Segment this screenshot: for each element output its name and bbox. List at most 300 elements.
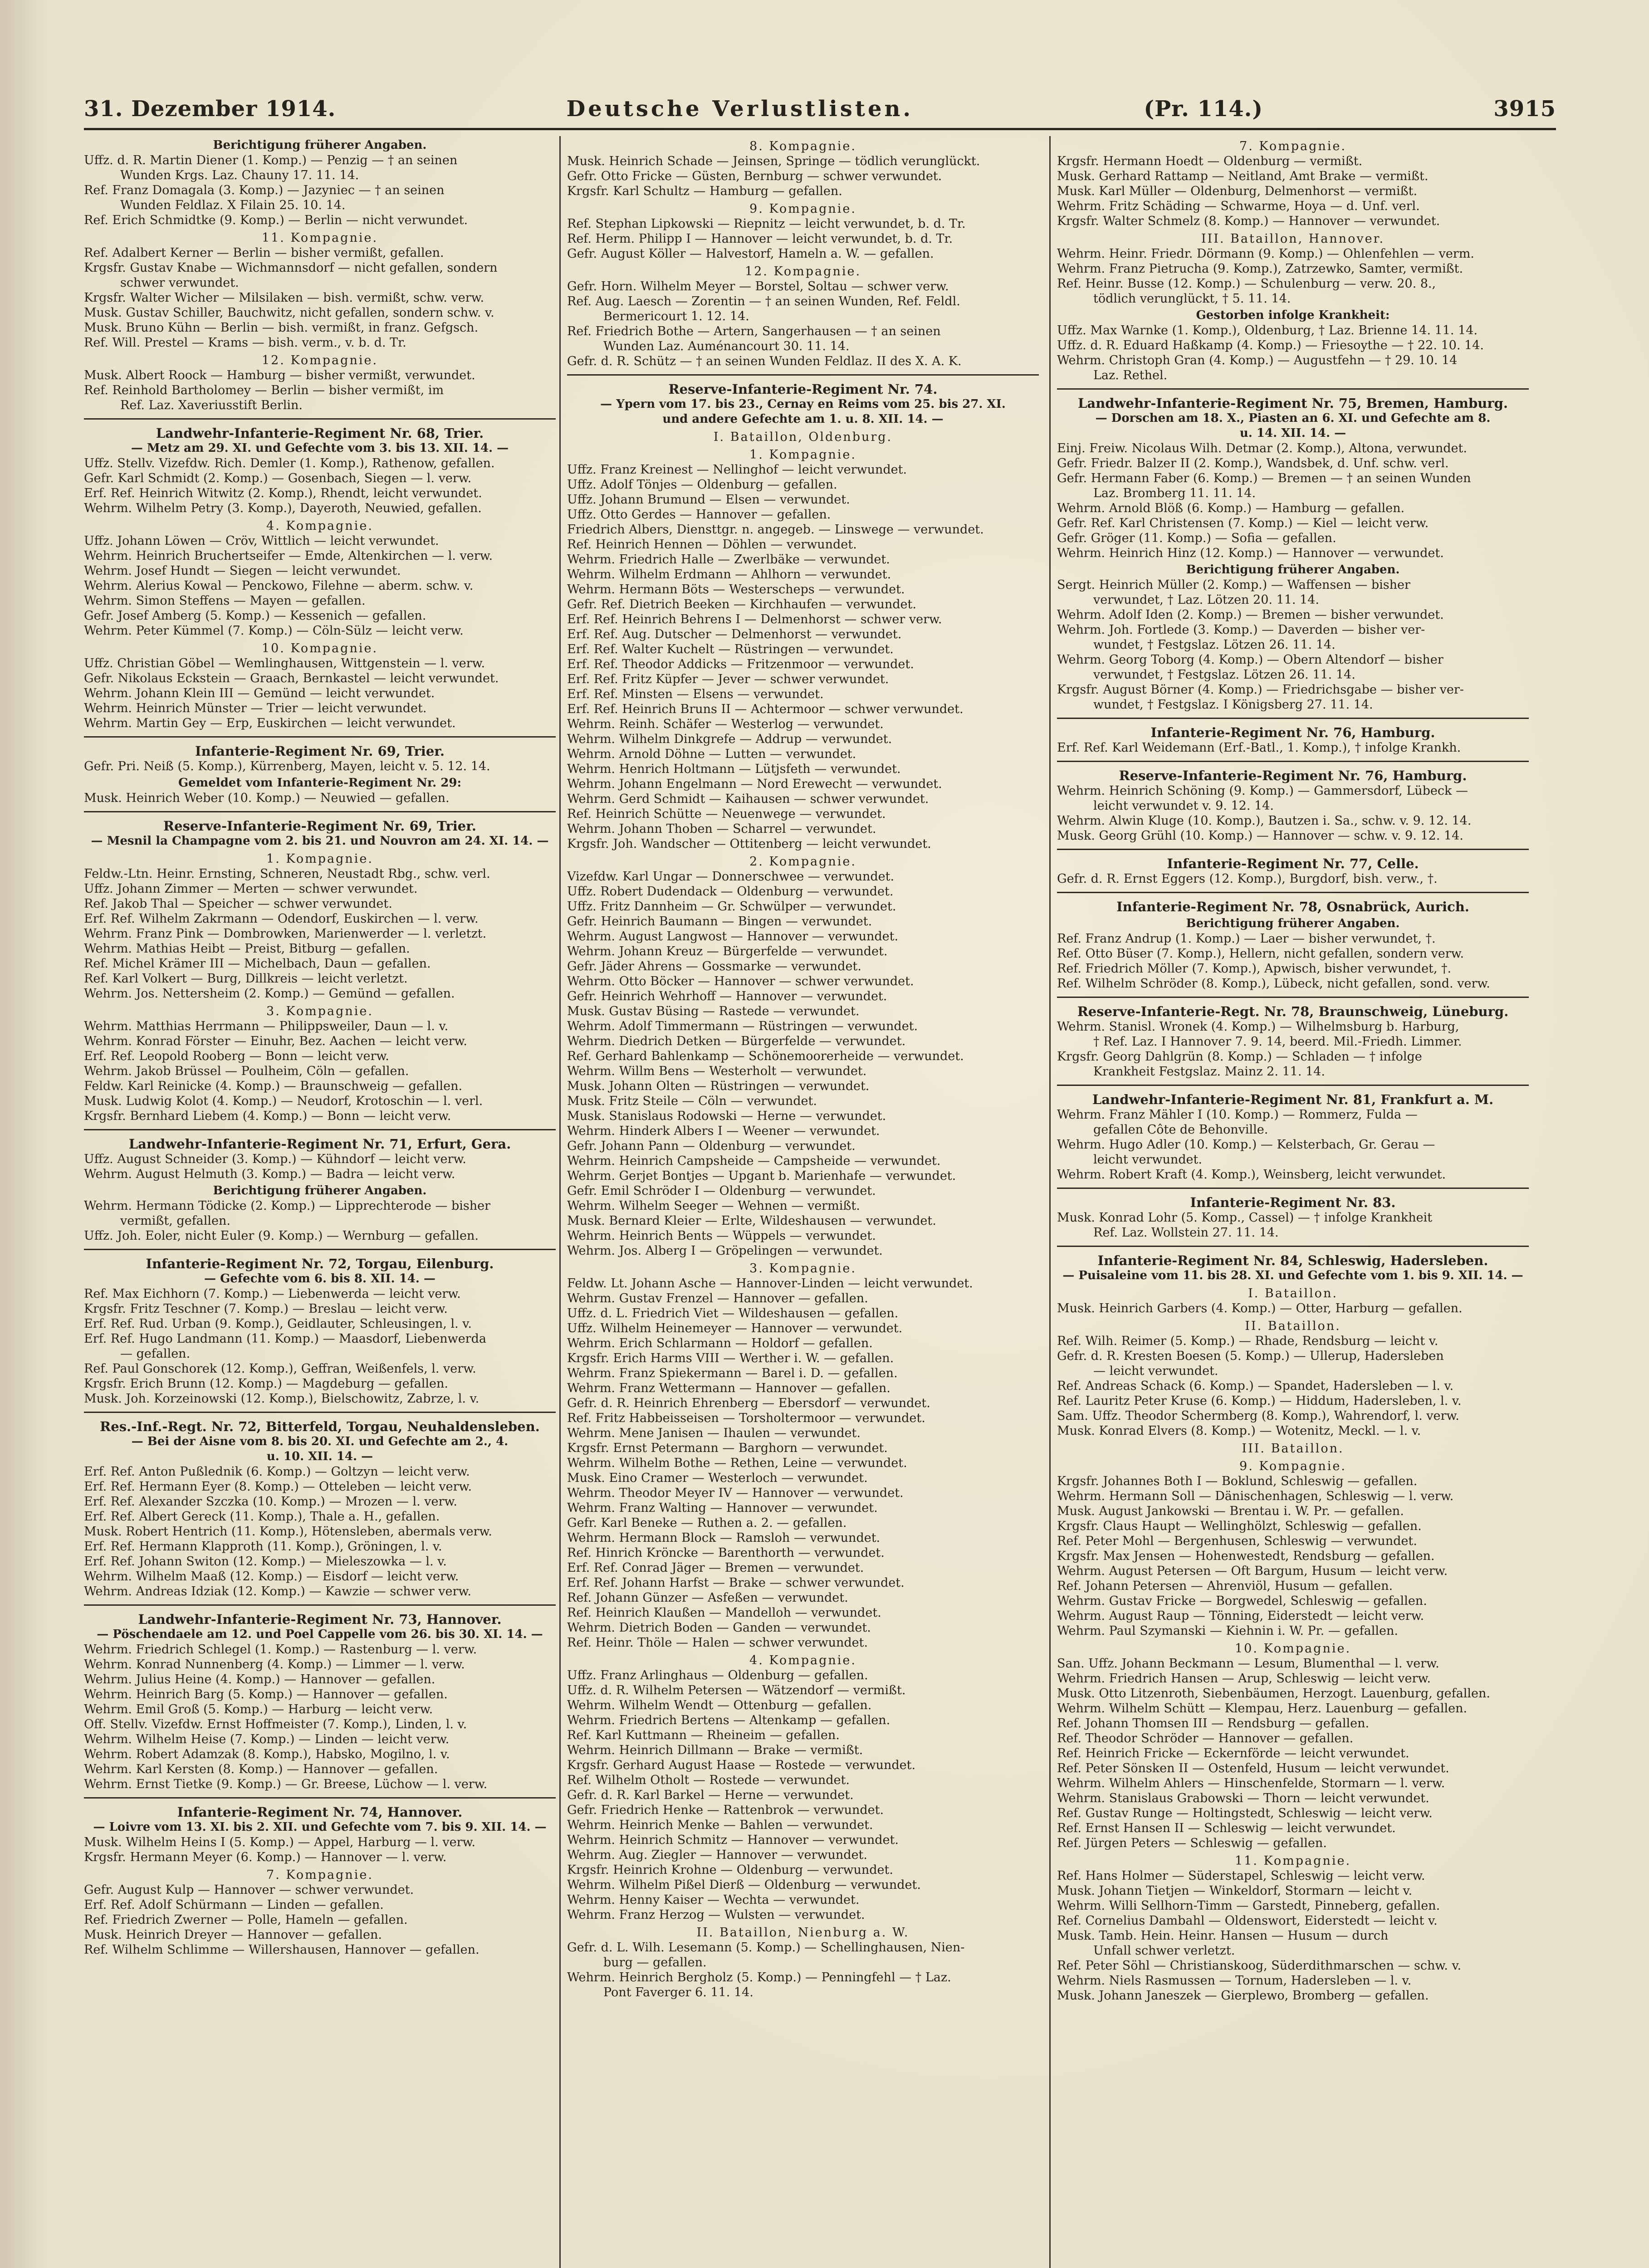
casualty-entry: Erf. Ref. Wilhelm Zakrmann — Odendorf, Euskirchen — l. verw. — [84, 912, 479, 926]
casualty-entry-continuation: wundet, † Festgslaz. Lötzen 26. 11. 14. — [1093, 638, 1336, 652]
header-number: (Pr. 114.) — [1144, 96, 1263, 122]
casualty-entry: Wehrm. Friedrich Hansen — Arup, Schleswig — leicht verw. — [1057, 1672, 1431, 1686]
casualty-entry: Krgsfr. Erich Harms VIII — Werther i. W. — gefallen. — [567, 1351, 894, 1365]
casualty-entry: Uffz. d. R. Wilhelm Petersen — Wätzendorf — vermißt. — [567, 1683, 906, 1697]
engagement-subheading: — Bei der Aisne vom 8. bis 20. XI. und Gefechte am 2., 4. — [131, 1435, 509, 1448]
casualty-entry: Wehrm. Heinrich Bergholz (5. Komp.) — Penningfehl — † Laz. — [567, 1970, 951, 1984]
casualty-entry: Wehrm. August Raup — Tönning, Eiderstedt — leicht verw. — [1057, 1609, 1424, 1623]
casualty-entry: Ref. Franz Andrup (1. Komp.) — Laer — bisher verwundet, †. — [1057, 932, 1436, 946]
casualty-entry: Krgsfr. Georg Dahlgrün (8. Komp.) — Schladen — † infolge — [1057, 1050, 1422, 1064]
casualty-entry: Musk. Johann Janeszek — Gierplewo, Bromberg — gefallen. — [1057, 1989, 1429, 2003]
casualty-entry: Erf. Ref. Hermann Klapproth (11. Komp.), Gröningen, l. v. — [84, 1540, 442, 1554]
page-header — [84, 93, 1556, 125]
casualty-entry: Wehrm. Wilhelm Wendt — Ottenburg — gefallen. — [567, 1698, 872, 1712]
casualty-entry: Erf. Ref. Adolf Schürmann — Linden — gefallen. — [84, 1898, 384, 1912]
casualty-entry: Ref. Wilhelm Otholt — Rostede — verwundet. — [567, 1773, 850, 1787]
casualty-entry: Ref. Hans Holmer — Süderstapel, Schleswig — leicht verw. — [1057, 1869, 1425, 1883]
casualty-entry: Krgsfr. August Börner (4. Komp.) — Friedrichsgabe — bisher ver- — [1057, 683, 1464, 697]
casualty-entry: Ref. Will. Prestel — Krams — bish. verm., v. b. d. Tr. — [84, 336, 406, 350]
engagement-subheading: — Puisaleine vom 11. bis 28. XI. und Gefechte vom 1. bis 9. XII. 14. — — [1062, 1269, 1523, 1282]
company-heading: 8. Kompagnie. — [749, 139, 856, 153]
casualty-entry: Musk. Ludwig Kolot (4. Komp.) — Neudorf, Krotoschin — l. verl. — [84, 1094, 483, 1108]
casualty-entry: Gefr. d. R. Heinrich Ehrenberg — Ebersdorf — verwundet. — [567, 1396, 930, 1410]
casualty-entry: Krgsfr. Ernst Petermann — Barghorn — verwundet. — [567, 1441, 888, 1455]
casualty-entry: Wehrm. Franz Pietrucha (9. Komp.), Zatrzewko, Samter, vermißt. — [1057, 262, 1463, 276]
company-heading: 12. Kompagnie. — [261, 353, 378, 367]
casualty-entry: Wehrm. Friedrich Schlegel (1. Komp.) — Rastenburg — l. verw. — [84, 1642, 477, 1657]
casualty-entry-continuation: Wunden Krgs. Laz. Chauny 17. 11. 14. — [120, 168, 359, 182]
casualty-entry: Ref. Stephan Lipkowski — Riepnitz — leicht verwundet, b. d. Tr. — [567, 217, 966, 231]
casualty-entry: Wehrm. Heinrich Dillmann — Brake — vermißt. — [567, 1743, 863, 1757]
casualty-entry: Musk. Stanislaus Rodowski — Herne — verwundet. — [567, 1109, 886, 1123]
casualty-entry: Ref. Karl Kuttmann — Rheineim — gefallen. — [567, 1728, 840, 1742]
casualty-entry: Uffz. Franz Arlinghaus — Oldenburg — gefallen. — [567, 1668, 868, 1682]
casualty-entry: Wehrm. Henrich Holtmann — Lütjsfeth — verwundet. — [567, 762, 901, 776]
casualty-entry-continuation: verwundet, † Laz. Lötzen 20. 11. 14. — [1093, 593, 1319, 607]
engagement-subheading: — Pöschendaele am 12. und Poel Cappelle vom 26. bis 30. XI. 14. — — [97, 1628, 543, 1641]
casualty-entry: Erf. Ref. Fritz Küpfer — Jever — schwer verwundet. — [567, 672, 889, 686]
casualty-entry: Gefr. d. R. Karl Barkel — Herne — verwundet. — [567, 1788, 854, 1802]
casualty-entry: Wehrm. Johann Klein III — Gemünd — leicht verwundet. — [84, 686, 435, 700]
company-heading: 3. Kompagnie. — [266, 1004, 373, 1018]
casualty-entry-continuation: Wunden Laz. Auménancourt 30. 11. 14. — [603, 339, 850, 353]
casualty-entry: Erf. Ref. Hermann Eyer (8. Komp.) — Otteleben — leicht verw. — [84, 1480, 472, 1494]
casualty-entry: Uffz. Johann Brumund — Elsen — verwundet. — [567, 493, 850, 507]
casualty-entry: Wehrm. Robert Kraft (4. Komp.), Weinsberg, leicht verwundet. — [1057, 1168, 1446, 1182]
casualty-entry: Gefr. Heinrich Wehrhoff — Hannover — verwundet. — [567, 989, 887, 1003]
casualty-entry: Erf. Ref. Walter Kuchelt — Rüstringen — verwundet. — [567, 642, 894, 656]
casualty-entry: Ref. Wilh. Reimer (5. Komp.) — Rhade, Rendsburg — leicht v. — [1057, 1334, 1439, 1348]
company-heading: II. Bataillon, Nienburg a. W. — [696, 1926, 910, 1940]
casualty-entry: Gefr. Gröger (11. Komp.) — Sofia — gefallen. — [1057, 531, 1336, 545]
casualty-entry: Uffz. d. R. Eduard Haßkamp (4. Komp.) — Friesoythe — † 22. 10. 14. — [1057, 338, 1484, 352]
casualty-entry: Erf. Ref. Johann Harfst — Brake — schwer verwundet. — [567, 1576, 905, 1590]
regiment-heading: Reserve-Infanterie-Regiment Nr. 76, Hamburg. — [1119, 768, 1467, 783]
casualty-entry: Musk. Wilhelm Heins I (5. Komp.) — Appel, Harburg — l. verw. — [84, 1835, 475, 1849]
engagement-subheading: u. 14. XII. 14. — — [1239, 426, 1346, 440]
casualty-entry-continuation: Laz. Bromberg 11. 11. 14. — [1093, 486, 1256, 500]
section-note: Berichtigung früherer Angaben. — [1186, 917, 1400, 930]
engagement-subheading: u. 10. XII. 14. — — [266, 1450, 373, 1463]
casualty-entry: Wehrm. August Helmuth (3. Komp.) — Badra — leicht verw. — [84, 1167, 455, 1181]
casualty-entry: Krgsfr. Hermann Hoedt — Oldenburg — vermißt. — [1057, 154, 1363, 168]
casualty-entry: Ref. Ernst Hansen II — Schleswig — leicht verwundet. — [1057, 1821, 1396, 1835]
casualty-entry: Wehrm. Julius Heine (4. Komp.) — Hannover — gefallen. — [84, 1672, 435, 1686]
company-heading: III. Bataillon, Hannover. — [1201, 232, 1385, 246]
casualty-entry: Erf. Ref. Heinrich Witwitz (2. Komp.), Rhendt, leicht verwundet. — [84, 486, 482, 500]
casualty-entry-continuation: vermißt, gefallen. — [120, 1214, 230, 1228]
engagement-subheading: — Gefechte vom 6. bis 8. XII. 14. — — [204, 1272, 435, 1286]
casualty-entry: Ref. Adalbert Kerner — Berlin — bisher vermißt, gefallen. — [84, 246, 444, 260]
casualty-entry: Gefr. Otto Fricke — Güsten, Bernburg — schwer verwundet. — [567, 169, 942, 183]
casualty-entry-continuation: gefallen Côte de Behonville. — [1093, 1123, 1268, 1137]
casualty-entry: Erf. Ref. Hugo Landmann (11. Komp.) — Maasdorf, Liebenwerda — [84, 1332, 486, 1346]
regiment-heading: Landwehr-Infanterie-Regiment Nr. 75, Bremen, Hamburg. — [1078, 396, 1508, 411]
casualty-entry: Ref. Max Eichhorn (7. Komp.) — Liebenwerda — leicht verw. — [84, 1287, 461, 1301]
casualty-entry: Gefr. Josef Amberg (5. Komp.) — Kessenich — gefallen. — [84, 609, 426, 623]
casualty-entry: Wehrm. Gustav Frenzel — Hannover — gefallen. — [567, 1291, 868, 1305]
casualty-entry-continuation: — gefallen. — [120, 1347, 191, 1361]
casualty-entry: Wehrm. Hermann Soll — Dänischenhagen, Schleswig — l. verw. — [1057, 1489, 1454, 1503]
casualty-entry: Gefr. Jäder Ahrens — Gossmarke — verwundet. — [567, 959, 861, 973]
company-heading: 1. Kompagnie. — [749, 448, 856, 462]
casualty-entry: Wehrm. Mene Janisen — Ihaulen — verwundet. — [567, 1426, 861, 1440]
casualty-entry: Wehrm. Franz Pink — Dombrowken, Marienwerder — l. verletzt. — [84, 927, 487, 941]
casualty-entry: Erf. Ref. Karl Weidemann (Erf.-Batl., 1. Komp.), † infolge Krankh. — [1057, 741, 1461, 755]
casualty-entry: Wehrm. Johann Thoben — Scharrel — verwundet. — [567, 822, 876, 836]
casualty-entry: Wehrm. Ernst Tietke (9. Komp.) — Gr. Breese, Lüchow — l. verw. — [84, 1777, 488, 1791]
section-note: Gemeldet vom Infanterie-Regiment Nr. 29: — [178, 776, 462, 790]
casualty-entry: Krgsfr. Claus Haupt — Wellinghölzt, Schleswig — gefallen. — [1057, 1519, 1422, 1533]
casualty-entry: Wehrm. Wilhelm Ahlers — Hinschenfelde, Stormarn — l. verw. — [1057, 1776, 1445, 1790]
casualty-entry: Wehrm. Wilhelm Dinkgrefe — Addrup — verwundet. — [567, 732, 892, 746]
casualty-entry: Sergt. Heinrich Müller (2. Komp.) — Waffensen — bisher — [1057, 578, 1410, 592]
casualty-entry: Wehrm. Matthias Herrmann — Philippsweiler, Daun — l. v. — [84, 1019, 449, 1033]
casualty-entry: Ref. Paul Gonschorek (12. Komp.), Geffran, Weißenfels, l. verw. — [84, 1362, 476, 1376]
casualty-entry: Gefr. Karl Beneke — Ruthen a. 2. — gefallen. — [567, 1516, 847, 1530]
casualty-entry: Wehrm. Adolf Iden (2. Komp.) — Bremen — bisher verwundet. — [1057, 608, 1444, 622]
casualty-entry: Wehrm. Christoph Gran (4. Komp.) — Augustfehn — † 29. 10. 14 — [1057, 353, 1458, 367]
casualty-entry: Ref. Erich Schmidtke (9. Komp.) — Berlin — nicht verwundet. — [84, 213, 468, 227]
casualty-entry: Ref. Heinrich Klaußen — Mandelloh — verwundet. — [567, 1606, 881, 1620]
casualty-entry: Krgsfr. Heinrich Krohne — Oldenburg — verwundet. — [567, 1863, 893, 1877]
casualty-entry-continuation: Laz. Rethel. — [1093, 368, 1168, 382]
casualty-entry: Gefr. Pri. Neiß (5. Komp.), Kürrenberg, Mayen, leicht v. 5. 12. 14. — [84, 759, 490, 773]
casualty-entry-continuation: burg — gefallen. — [603, 1955, 707, 1970]
casualty-entry: Musk. Gustav Büsing — Rastede — verwundet. — [567, 1004, 860, 1018]
casualty-entry: Uffz. Johann Zimmer — Merten — schwer verwundet. — [84, 882, 418, 896]
casualty-entry: Wehrm. Stanislaus Grabowski — Thorn — leicht verwundet. — [1057, 1791, 1429, 1805]
casualty-entry: Gefr. Johann Pann — Oldenburg — verwundet. — [567, 1139, 856, 1153]
casualty-entry: Ref. Hinrich Kröncke — Barenthorth — verwundet. — [567, 1546, 885, 1560]
casualty-entry: Wehrm. Franz Mähler I (10. Komp.) — Rommerz, Fulda — — [1057, 1108, 1418, 1122]
casualty-entry: Gefr. d. R. Kresten Boesen (5. Komp.) — Ullerup, Hadersleben — [1057, 1349, 1444, 1363]
header-title: Deutsche Verlustlisten. — [566, 96, 914, 122]
casualty-entry: Ref. Theodor Schröder — Hannover — gefallen. — [1057, 1731, 1354, 1745]
casualty-entry: Wehrm. Wilhelm Pißel Dierß — Oldenburg — verwundet. — [567, 1878, 921, 1892]
casualty-entry: Gefr. Horn. Wilhelm Meyer — Borstel, Soltau — schwer verw. — [567, 279, 949, 293]
casualty-entry: Ref. Gustav Runge — Holtingstedt, Schleswig — leicht verw. — [1057, 1806, 1433, 1820]
casualty-entry: Krgsfr. Bernhard Liebem (4. Komp.) — Bonn — leicht verw. — [84, 1109, 451, 1123]
casualty-entry: Sam. Uffz. Theodor Schermberg (8. Komp.), Wahrendorf, l. verw. — [1057, 1409, 1459, 1423]
regiment-heading: Reserve-Infanterie-Regiment Nr. 74. — [668, 381, 938, 397]
company-heading: III. Bataillon. — [1242, 1442, 1344, 1456]
engagement-subheading: — Metz am 29. XI. und Gefechte vom 3. bis 13. XII. 14. — — [131, 441, 509, 455]
casualty-entry: Friedrich Albers, Diensttgr. n. angegeb. — Linswege — verwundet. — [567, 523, 984, 537]
casualty-entry: Uffz. d. L. Friedrich Viet — Wildeshausen — gefallen. — [567, 1306, 899, 1320]
casualty-entry: Wehrm. Wilhelm Maaß (12. Komp.) — Eisdorf — leicht verw. — [84, 1569, 459, 1584]
casualty-entry: Wehrm. Wilhelm Erdmann — Ahlhorn — verwundet. — [567, 567, 891, 582]
casualty-entry: Wehrm. Jos. Nettersheim (2. Komp.) — Gemünd — gefallen. — [84, 987, 455, 1001]
casualty-entry: Uffz. Christian Göbel — Wemlinghausen, Wittgenstein — l. verw. — [84, 656, 485, 670]
casualty-entry: Uffz. Joh. Eoler, nicht Euler (9. Komp.) — Wernburg — gefallen. — [84, 1229, 479, 1243]
casualty-entry: Ref. Heinrich Fricke — Eckernförde — leicht verwundet. — [1057, 1746, 1409, 1760]
casualty-entry: Uffz. Fritz Dannheim — Gr. Schwülper — verwundet. — [567, 899, 896, 914]
casualty-entry: Musk. Karl Müller — Oldenburg, Delmenhorst — vermißt. — [1057, 184, 1418, 198]
casualty-entry: Ref. Heinrich Hennen — Döhlen — verwundet. — [567, 538, 857, 552]
casualty-entry-continuation: leicht verwundet. — [1093, 1153, 1202, 1167]
casualty-entry: Ref. Peter Mohl — Bergenhusen, Schleswig — verwundet. — [1057, 1534, 1417, 1548]
casualty-entry: Ref. Heinr. Busse (12. Komp.) — Schulenburg — verw. 20. 8., — [1057, 277, 1436, 291]
casualty-entry: Wehrm. Karl Kersten (8. Komp.) — Hannover — gefallen. — [84, 1762, 438, 1776]
casualty-entry: Musk. Heinrich Weber (10. Komp.) — Neuwied — gefallen. — [84, 791, 450, 805]
casualty-entry: Wehrm. Friedrich Halle — Zwerlbäke — verwundet. — [567, 552, 890, 567]
company-heading: 7. Kompagnie. — [1239, 139, 1346, 153]
casualty-entry: Musk. August Jankowski — Brentau i. W. Pr. — gefallen. — [1057, 1504, 1404, 1518]
header-date: 31. Dezember 1914. — [84, 96, 336, 122]
casualty-entry: Musk. Joh. Korzeinowski (12. Komp.), Bielschowitz, Zabrze, l. v. — [84, 1392, 480, 1406]
column-divider-right — [1049, 136, 1051, 2268]
casualty-entry: Erf. Ref. Theodor Addicks — Fritzenmoor — verwundet. — [567, 657, 914, 671]
casualty-entry: Ref. Franz Domagala (3. Komp.) — Jazyniec — † an seinen — [84, 183, 445, 197]
casualty-entry: Erf. Ref. Rud. Urban (9. Komp.), Geidlauter, Schleusingen, l. v. — [84, 1317, 472, 1331]
casualty-entry: Wehrm. Arnold Döhne — Lutten — verwundet. — [567, 747, 856, 761]
casualty-entry: Wehrm. August Langwost — Hannover — verwundet. — [567, 929, 899, 943]
casualty-entry: Gefr. Emil Schröder I — Oldenburg — verwundet. — [567, 1184, 876, 1198]
regiment-heading: Infanterie-Regiment Nr. 78, Osnabrück, Aurich. — [1116, 899, 1469, 914]
casualty-entry: Krgsfr. Johannes Both I — Boklund, Schleswig — gefallen. — [1057, 1474, 1418, 1488]
casualty-entry: Wehrm. Simon Steffens — Mayen — gefallen. — [84, 594, 366, 608]
casualty-entry: Wehrm. Willi Sellhorn-Timm — Garstedt, Pinneberg, gefallen. — [1057, 1899, 1440, 1913]
casualty-entry: Musk. Gustav Schiller, Bauchwitz, nicht gefallen, sondern schw. v. — [84, 306, 494, 320]
casualty-entry: Uffz. Robert Dudendack — Oldenburg — verwundet. — [567, 885, 894, 899]
casualty-entry: Gefr. Karl Schmidt (2. Komp.) — Gosenbach, Siegen — l. verw. — [84, 471, 472, 485]
section-note: Berichtigung früherer Angaben. — [213, 138, 427, 152]
regiment-heading: Reserve-Infanterie-Regt. Nr. 78, Braunschweig, Lüneburg. — [1077, 1004, 1509, 1019]
casualty-entry: Wehrm. Niels Rasmussen — Tornum, Hadersleben — l. v. — [1057, 1974, 1412, 1988]
casualty-entry-continuation: Ref. Laz. Wollstein 27. 11. 14. — [1093, 1226, 1279, 1240]
casualty-entry: Wehrm. Alerius Kowal — Penckowo, Filehne — aberm. schw. v. — [84, 579, 474, 593]
casualty-entry: Wehrm. Jakob Brüssel — Poulheim, Cöln — gefallen. — [84, 1064, 409, 1078]
casualty-entry: Musk. Konrad Lohr (5. Komp., Cassel) — † infolge Krankheit — [1057, 1211, 1433, 1225]
casualty-entry: Erf. Ref. Heinrich Bruns II — Achtermoor — schwer verwundet. — [567, 702, 964, 716]
casualty-entry: Wehrm. Adolf Timmermann — Rüstringen — verwundet. — [567, 1019, 918, 1033]
casualty-entry: Ref. Aug. Laesch — Zorentin — † an seinen Wunden, Ref. Feldl. — [567, 294, 960, 308]
casualty-entry: Wehrm. Wilhelm Schütt — Klempau, Herz. Lauenburg — gefallen. — [1057, 1701, 1468, 1716]
regiment-heading: Infanterie-Regiment Nr. 83. — [1190, 1195, 1396, 1210]
casualty-entry: Ref. Reinhold Bartholomey — Berlin — bisher vermißt, im — [84, 383, 444, 397]
regiment-heading: Landwehr-Infanterie-Regiment Nr. 68, Trier. — [156, 425, 484, 441]
casualty-entry: Ref. Johann Petersen — Ahrenviöl, Husum — gefallen. — [1057, 1579, 1393, 1593]
casualty-entry: Wehrm. Wilhelm Seeger — Wehnen — vermißt. — [567, 1199, 860, 1213]
casualty-entry-continuation: verwundet, † Festgslaz. Lötzen 26. 11. 14. — [1093, 668, 1355, 682]
casualty-entry: Ref. Heinrich Schütte — Neuenwege — verwundet. — [567, 807, 886, 821]
casualty-entry: Wehrm. Gerd Schmidt — Kaihausen — schwer verwundet. — [567, 792, 929, 806]
casualty-entry: Wehrm. Johann Engelmann — Nord Erewecht — verwundet. — [567, 777, 942, 791]
regiment-heading: Infanterie-Regiment Nr. 72, Torgau, Eilenburg. — [146, 1256, 494, 1271]
casualty-entry: Ref. Friedrich Zwerner — Polle, Hameln — gefallen. — [84, 1913, 408, 1927]
casualty-entry-continuation: Ref. Laz. Xaveriusstift Berlin. — [120, 398, 303, 412]
casualty-entry: Uffz. Wilhelm Heinemeyer — Hannover — verwundet. — [567, 1321, 903, 1335]
casualty-entry-continuation: Pont Faverger 6. 11. 14. — [603, 1985, 754, 1999]
casualty-entry: Wehrm. Hermann Tödicke (2. Komp.) — Lipprechterode — bisher — [84, 1199, 491, 1213]
casualty-entry: Wehrm. Heinr. Friedr. Dörmann (9. Komp.) — Ohlenfehlen — verm. — [1057, 247, 1474, 261]
casualty-entry: Wehrm. Peter Kümmel (7. Komp.) — Cöln-Sülz — leicht verw. — [84, 624, 464, 638]
casualty-entry: Gefr. Ref. Dietrich Beeken — Kirchhaufen — verwundet. — [567, 597, 916, 611]
casualty-entry: Musk. Tamb. Hein. Heinr. Hansen — Husum — durch — [1057, 1929, 1389, 1943]
column-right — [1057, 136, 1529, 2268]
casualty-entry: Off. Stellv. Vizefdw. Ernst Hoffmeister (7. Komp.), Linden, l. v. — [84, 1717, 467, 1731]
casualty-entry-continuation: † Ref. Laz. I Hannover 7. 9. 14, beerd. Mil.-Friedh. Limmer. — [1093, 1035, 1462, 1049]
casualty-entry: Wehrm. Heinrich Bruchertseifer — Emde, Altenkirchen — l. verw. — [84, 549, 493, 563]
company-heading: 11. Kompagnie. — [261, 231, 378, 245]
casualty-entry: Erf. Ref. Minsten — Elsens — verwundet. — [567, 687, 824, 701]
casualty-entry-continuation: Bermericourt 1. 12. 14. — [603, 309, 749, 323]
company-heading: 4. Kompagnie. — [749, 1653, 856, 1667]
engagement-subheading: und andere Gefechte am 1. u. 8. XII. 14. — — [662, 412, 944, 426]
casualty-entry: Feldw. Lt. Johann Asche — Hannover-Linden — leicht verwundet. — [567, 1276, 973, 1290]
casualty-entry: Ref. Cornelius Dambahl — Oldenswort, Eiderstedt — leicht v. — [1057, 1914, 1438, 1928]
casualty-entry: Wehrm. Hermann Böts — Westerscheps — verwundet. — [567, 582, 905, 596]
casualty-entry: Wehrm. Martin Gey — Erp, Euskirchen — leicht verwundet. — [84, 716, 456, 730]
casualty-entry: Wehrm. Josef Hundt — Siegen — leicht verwundet. — [84, 564, 401, 578]
casualty-entry: Feldw. Karl Reinicke (4. Komp.) — Braunschweig — gefallen. — [84, 1079, 463, 1093]
casualty-entry: Wehrm. Andreas Idziak (12. Komp.) — Kawzie — schwer verw. — [84, 1584, 471, 1598]
section-note: Berichtigung früherer Angaben. — [1186, 563, 1400, 577]
casualty-entry: Wehrm. Otto Böcker — Hannover — schwer verwundet. — [567, 974, 914, 988]
casualty-entry: Ref. Andreas Schack (6. Komp.) — Spandet, Hadersleben — l. v. — [1057, 1379, 1454, 1393]
casualty-entry: Wehrm. Fritz Schäding — Schwarme, Hoya — d. Unf. verl. — [1057, 199, 1420, 213]
casualty-entry: Wehrm. Gustav Fricke — Borgwedel, Schleswig — gefallen. — [1057, 1594, 1427, 1608]
engagement-subheading: — Loivre vom 13. XI. bis 2. XII. und Gefechte vom 7. bis 9. XII. 14. — — [93, 1820, 547, 1834]
regiment-heading: Landwehr-Infanterie-Regiment Nr. 71, Erfurt, Gera. — [128, 1136, 511, 1152]
header-page-number: 3915 — [1493, 96, 1556, 122]
casualty-entry: Wehrm. August Petersen — Oft Bargum, Husum — leicht verw. — [1057, 1564, 1448, 1578]
casualty-entry: Wehrm. Wilhelm Bothe — Rethen, Leine — verwundet. — [567, 1456, 907, 1470]
casualty-entry: Ref. Gerhard Bahlenkamp — Schönemoorerheide — verwundet. — [567, 1049, 964, 1063]
casualty-entry: Wehrm. Franz Walting — Hannover — verwundet. — [567, 1501, 878, 1515]
casualty-entry: Musk. Eino Cramer — Westerloch — verwundet. — [567, 1471, 868, 1485]
casualty-entry: Ref. Fritz Habbeisseisen — Torsholtermoor — verwundet. — [567, 1411, 925, 1425]
casualty-entry: Uffz. Johann Löwen — Cröv, Wittlich — leicht verwundet. — [84, 534, 439, 548]
casualty-entry-continuation: Krankheit Festgslaz. Mainz 2. 11. 14. — [1093, 1065, 1325, 1079]
casualty-entry: Wehrm. Henny Kaiser — Wechta — verwundet. — [567, 1893, 860, 1907]
regiment-heading: Infanterie-Regiment Nr. 84, Schleswig, Hadersleben. — [1097, 1253, 1488, 1268]
casualty-entry: Ref. Michel Krämer III — Michelbach, Daun — gefallen. — [84, 957, 431, 971]
casualty-entry: Ref. Karl Volkert — Burg, Dillkreis — leicht verletzt. — [84, 972, 408, 986]
casualty-entry: Wehrm. Franz Wettermann — Hannover — gefallen. — [567, 1381, 891, 1395]
casualty-entry: Gefr. d. R. Ernst Eggers (12. Komp.), Burgdorf, bish. verw., †. — [1057, 872, 1438, 886]
casualty-entry: Krgsfr. Erich Brunn (12. Komp.) — Magdeburg — gefallen. — [84, 1377, 448, 1391]
casualty-entry: Wehrm. Friedrich Bertens — Altenkamp — gefallen. — [567, 1713, 891, 1727]
casualty-entry: Wehrm. Heinrich Menke — Bahlen — verwundet. — [567, 1818, 873, 1832]
engagement-subheading: — Mesnil la Champagne vom 2. bis 21. und Nouvron am 24. XI. 14. — — [91, 834, 549, 848]
casualty-entry: Gefr. Nikolaus Eckstein — Graach, Bernkastel — leicht verwundet. — [84, 671, 499, 685]
casualty-entry: Uffz. August Schneider (3. Komp.) — Kühndorf — leicht verw. — [84, 1152, 466, 1166]
column-middle — [567, 136, 1039, 2268]
casualty-entry: Wehrm. Franz Herzog — Wulsten — verwundet. — [567, 1908, 865, 1922]
casualty-entry: Gefr. d. R. Schütz — † an seinen Wunden Feldlaz. II des X. A. K. — [567, 354, 962, 368]
casualty-entry: Uffz. Franz Kreinest — Nellinghof — leicht verwundet. — [567, 463, 907, 477]
casualty-entry-continuation: — leicht verwundet. — [1093, 1364, 1218, 1378]
casualty-entry: Musk. Heinrich Dreyer — Hannover — gefallen. — [84, 1928, 382, 1942]
casualty-entry: Krgsfr. Walter Wicher — Milsilaken — bish. vermißt, schw. verw. — [84, 291, 484, 305]
regiment-heading: Infanterie-Regiment Nr. 76, Hamburg. — [1150, 725, 1435, 740]
casualty-entry: Krgsfr. Joh. Wandscher — Ottitenberg — leicht verwundet. — [567, 837, 931, 851]
casualty-entry: Wehrm. Konrad Förster — Einuhr, Bez. Aachen — leicht verw. — [84, 1034, 468, 1048]
casualty-entry: Krgsfr. Karl Schultz — Hamburg — gefallen. — [567, 184, 842, 198]
company-heading: 9. Kompagnie. — [749, 202, 856, 216]
casualty-entry: Gefr. Friedrich Henke — Rattenbrok — verwundet. — [567, 1803, 884, 1817]
casualty-entry: San. Uffz. Johann Beckmann — Lesum, Blumenthal — l. verw. — [1057, 1657, 1439, 1671]
casualty-entry: Musk. Heinrich Schade — Jeinsen, Springe — tödlich verunglückt. — [567, 154, 980, 168]
casualty-entry-continuation: schwer verwundet. — [120, 276, 239, 290]
casualty-entry: Erf. Ref. Leopold Rooberg — Bonn — leicht verw. — [84, 1049, 389, 1063]
casualty-entry: Erf. Ref. Aug. Dutscher — Delmenhorst — verwundet. — [567, 627, 902, 641]
casualty-entry: Erf. Ref. Johann Switon (12. Komp.) — Mieleszowka — l. v. — [84, 1554, 447, 1569]
casualty-entry: Ref. Friedrich Bothe — Artern, Sangerhausen — † an seinen — [567, 324, 941, 338]
company-heading: 3. Kompagnie. — [749, 1261, 856, 1276]
casualty-entry: Musk. Konrad Elvers (8. Komp.) — Wotenitz, Meckl. — l. v. — [1057, 1424, 1421, 1438]
casualty-entry: Gefr. Hermann Faber (6. Komp.) — Bremen — † an seinen Wunden — [1057, 471, 1471, 485]
casualty-entry: Wehrm. Mathias Heibt — Preist, Bitburg — gefallen. — [84, 942, 410, 956]
company-heading: 10. Kompagnie. — [261, 641, 378, 655]
casualty-entry: Musk. Johann Tietjen — Winkeldorf, Stormarn — leicht v. — [1057, 1884, 1413, 1898]
casualty-entry: Ref. Jürgen Peters — Schleswig — gefallen. — [1057, 1836, 1327, 1850]
regiment-heading: Res.-Inf.-Regt. Nr. 72, Bitterfeld, Torgau, Neuhaldensleben. — [100, 1419, 540, 1434]
casualty-entry: Ref. Peter Söhl — Christianskoog, Süderdithmarschen — schw. v. — [1057, 1959, 1462, 1973]
casualty-entry: Feldw.-Ltn. Heinr. Ernsting, Schneren, Neustadt Rbg., schw. verl. — [84, 867, 490, 881]
casualty-entry: Uffz. Max Warnke (1. Komp.), Oldenburg, † Laz. Brienne 14. 11. 14. — [1057, 323, 1478, 337]
casualty-entry: Ref. Johann Thomsen III — Rendsburg — gefallen. — [1057, 1716, 1370, 1730]
casualty-entry: Wehrm. Heinrich Schöning (9. Komp.) — Gammersdorf, Lübeck — — [1057, 784, 1468, 798]
regiment-heading: Infanterie-Regiment Nr. 74, Hannover. — [177, 1804, 463, 1820]
casualty-entry: Wehrm. Heinrich Hinz (12. Komp.) — Hannover — verwundet. — [1057, 546, 1444, 560]
casualty-entry: Wehrm. Hinderk Albers I — Weener — verwundet. — [567, 1124, 880, 1138]
casualty-entry: Ref. Johann Günzer — Asfeßen — verwundet. — [567, 1591, 848, 1605]
casualty-entry: Wehrm. Heinrich Münster — Trier — leicht verwundet. — [84, 701, 427, 715]
casualty-entry: Einj. Freiw. Nicolaus Wilh. Detmar (2. Komp.), Altona, verwundet. — [1057, 441, 1467, 455]
casualty-entry: Wehrm. Erich Schlarmann — Holdorf — gefallen. — [567, 1336, 873, 1350]
casualty-entry: Wehrm. Jos. Alberg I — Gröpelingen — verwundet. — [567, 1244, 883, 1258]
casualty-entry: Wehrm. Robert Adamzak (8. Komp.), Habsko, Mogilno, l. v. — [84, 1747, 450, 1761]
company-heading: 7. Kompagnie. — [266, 1868, 373, 1882]
casualty-entry: Wehrm. Heinrich Bents — Wüppels — verwundet. — [567, 1229, 876, 1243]
casualty-entry: Wehrm. Konrad Nunnenberg (4. Komp.) — Limmer — l. verw. — [84, 1657, 465, 1672]
casualty-entry-continuation: tödlich verunglückt, † 5. 11. 14. — [1093, 292, 1291, 306]
casualty-entry: Wehrm. Wilhelm Heise (7. Komp.) — Linden — leicht verw. — [84, 1732, 450, 1746]
header-rule — [84, 128, 1556, 130]
casualty-entry: Wehrm. Reinh. Schäfer — Westerlog — verwundet. — [567, 717, 884, 731]
company-heading: I. Bataillon, Oldenburg. — [713, 430, 893, 444]
casualty-entry: Wehrm. Arnold Blöß (6. Komp.) — Hamburg — gefallen. — [1057, 501, 1405, 515]
company-heading: 1. Kompagnie. — [266, 852, 373, 866]
casualty-entry: Ref. Friedrich Möller (7. Komp.), Apwisch, bisher verwundet, †. — [1057, 962, 1452, 976]
regiment-heading: Landwehr-Infanterie-Regiment Nr. 73, Hannover. — [138, 1612, 502, 1627]
casualty-entry: Gefr. Friedr. Balzer II (2. Komp.), Wandsbek, d. Unf. schw. verl. — [1057, 456, 1449, 470]
casualty-entry-continuation: wundet, † Festgslaz. I Königsberg 27. 11. 14. — [1093, 698, 1373, 712]
casualty-entry: Uffz. Stellv. Vizefdw. Rich. Demler (1. Komp.), Rathenow, gefallen. — [84, 456, 495, 470]
casualty-entry: Musk. Heinrich Garbers (4. Komp.) — Otter, Harburg — gefallen. — [1057, 1301, 1463, 1315]
casualty-entry: Ref. Herm. Philipp I — Hannover — leicht verwundet, b. d. Tr. — [567, 232, 953, 246]
casualty-entry: Krgsfr. Hermann Meyer (6. Komp.) — Hannover — l. verw. — [84, 1850, 447, 1864]
engagement-subheading: — Dorschen am 18. X., Piasten an 6. XI. und Gefechte am 8. — [1095, 411, 1491, 425]
casualty-entry: Ref. Wilhelm Schlimme — Willershausen, Hannover — gefallen. — [84, 1943, 480, 1957]
company-heading: 11. Kompagnie. — [1234, 1854, 1351, 1868]
casualty-entry: Wehrm. Georg Toborg (4. Komp.) — Obern Altendorf — bisher — [1057, 653, 1443, 667]
company-heading: 9. Kompagnie. — [1239, 1459, 1346, 1473]
regiment-heading: Landwehr-Infanterie-Regiment Nr. 81, Frankfurt a. M. — [1092, 1092, 1494, 1107]
casualty-entry: Wehrm. Wilhelm Petry (3. Komp.), Dayeroth, Neuwied, gefallen. — [84, 501, 482, 515]
casualty-entry: Wehrm. Heinrich Barg (5. Komp.) — Hannover — gefallen. — [84, 1687, 448, 1701]
section-note: Berichtigung früherer Angaben. — [213, 1184, 427, 1198]
column-divider-left — [559, 136, 561, 2268]
casualty-entry: Wehrm. Alwin Kluge (10. Komp.), Bautzen i. Sa., schw. v. 9. 12. 14. — [1057, 814, 1472, 828]
casualty-entry: Gefr. d. L. Wilh. Lesemann (5. Komp.) — Schellinghausen, Nien- — [567, 1941, 965, 1955]
casualty-entry: Wehrm. Emil Groß (5. Komp.) — Harburg — leicht verw. — [84, 1702, 433, 1716]
casualty-entry: Musk. Johann Olten — Rüstringen — verwundet. — [567, 1079, 870, 1093]
casualty-entry: Uffz. Adolf Tönjes — Oldenburg — gefallen. — [567, 478, 837, 492]
